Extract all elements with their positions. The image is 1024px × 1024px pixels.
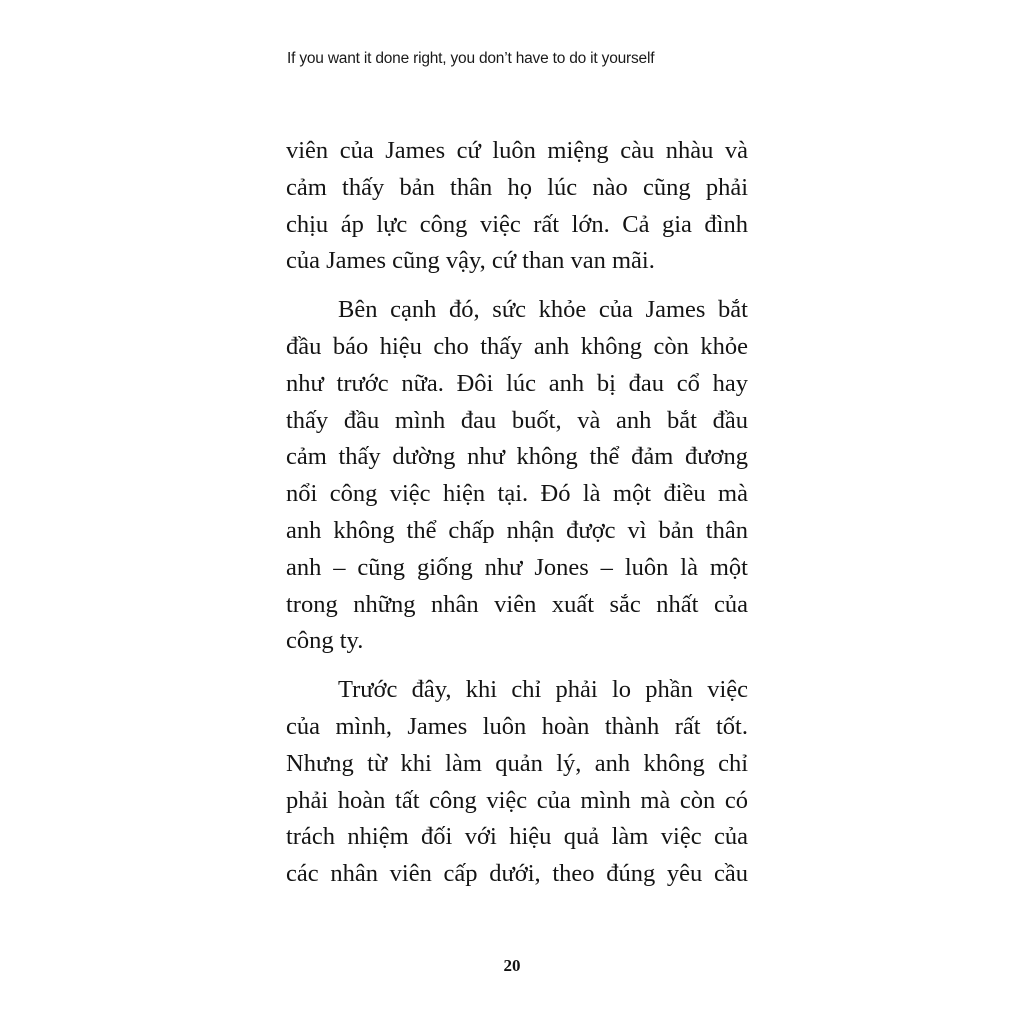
paragraph-spacer [286,660,748,672]
text-line: như trước nữa. Đôi lúc anh bị đau cổ hay [286,369,748,397]
body-text [286,133,748,893]
text-line: của James cũng vậy, cứ than van mãi. [286,247,655,275]
text-line: công ty. [286,627,364,655]
text-line: trách nhiệm đối với hiệu quả làm việc của [286,823,748,851]
text-line: chịu áp lực công việc rất lớn. Cả gia đình [286,210,748,238]
page-number: 20 [503,956,521,975]
text-line: viên của James cứ luôn miệng càu nhàu và [286,137,748,164]
text-line: Trước đây, khi chỉ phải lo phần việc [338,676,748,704]
text-line: trong những nhân viên xuất sắc nhất của [286,590,748,618]
paragraph-1 [286,133,748,280]
text-line: anh – cũng giống như Jones – luôn là một [286,553,748,581]
paragraph-spacer [286,280,748,292]
text-line: Nhưng từ khi làm quản lý, anh không chỉ [286,749,748,777]
text-line: đầu báo hiệu cho thấy anh không còn khỏe [286,332,748,360]
paragraph-2 [286,292,748,660]
text-line: Bên cạnh đó, sức khỏe của James bắt [338,296,748,324]
running-header: If you want it done right, you don’t have to do it yourself [287,50,655,67]
text-line: của mình, James luôn hoàn thành rất tốt. [286,712,748,740]
text-line: thấy đầu mình đau buốt, và anh bắt đầu [286,406,748,434]
text-line: cảm thấy bản thân họ lúc nào cũng phải [286,173,748,201]
text-line: cảm thấy dường như không thể đảm đương [286,443,748,471]
text-line: các nhân viên cấp dưới, theo đúng yêu cầu [286,860,748,888]
text-line: nổi công việc hiện tại. Đó là một điều mà [286,480,748,508]
paragraph-3 [286,672,748,893]
text-line: anh không thể chấp nhận được vì bản thân [286,516,748,544]
text-line: phải hoàn tất công việc của mình mà còn có [286,786,748,814]
